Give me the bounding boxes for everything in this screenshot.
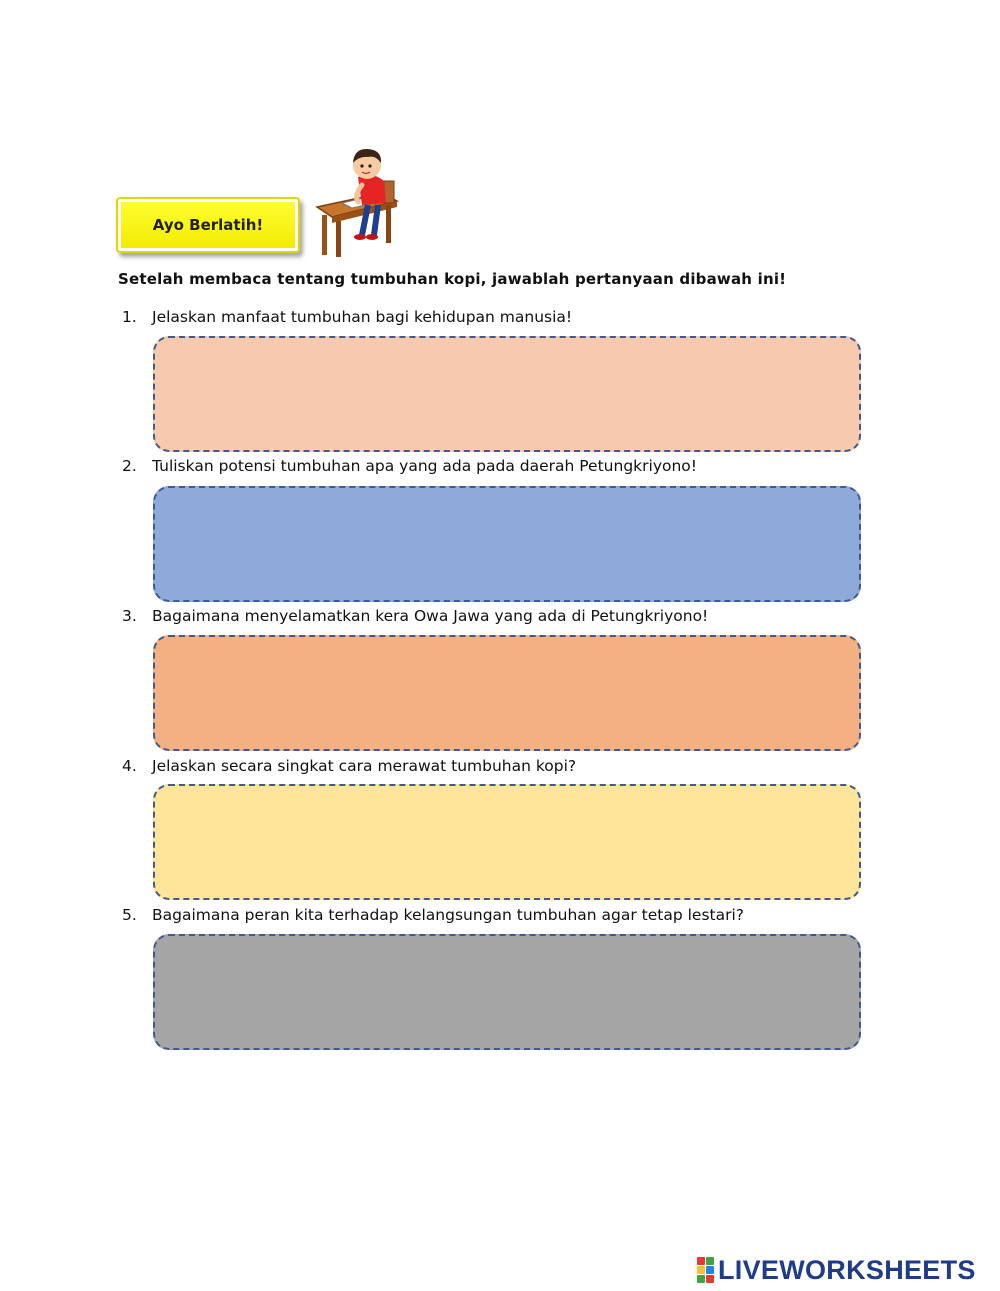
logo-blocks-icon — [697, 1257, 714, 1283]
question-5 — [122, 906, 744, 924]
question-4 — [122, 757, 576, 775]
answer-box-4[interactable] — [153, 784, 861, 900]
question-1 — [122, 308, 572, 326]
question-2 — [122, 457, 697, 475]
question-number: 4. — [122, 757, 137, 775]
question-text: Bagaimana menyelamatkan kera Owa Jawa yang ada di Petungkriyono! — [152, 607, 709, 625]
question-text: Tuliskan potensi tumbuhan apa yang ada pada daerah Petungkriyono! — [152, 457, 697, 475]
question-text: Jelaskan manfaat tumbuhan bagi kehidupan manusia! — [152, 308, 573, 326]
question-number: 1. — [122, 308, 137, 326]
badge-label: Ayo Berlatih! — [152, 216, 264, 234]
question-number: 3. — [122, 607, 137, 625]
answer-box-5[interactable] — [153, 934, 861, 1050]
answer-box-2[interactable] — [153, 486, 861, 602]
question-text: Bagaimana peran kita terhadap kelangsungan tumbuhan agar tetap lestari? — [152, 906, 745, 924]
question-number: 5. — [122, 906, 137, 924]
question-number: 2. — [122, 457, 137, 475]
ayo-berlatih-badge — [116, 197, 300, 253]
answer-box-3[interactable] — [153, 635, 861, 751]
liveworksheets-logo — [697, 1255, 976, 1285]
logo-text: LIVEWORKSHEETS — [718, 1254, 976, 1285]
question-text: Jelaskan secara singkat cara merawat tumbuhan kopi? — [152, 757, 577, 775]
student-at-desk-illustration — [312, 145, 402, 260]
question-3 — [122, 607, 708, 625]
instruction-text: Setelah membaca tentang tumbuhan kopi, jawablah pertanyaan dibawah ini! — [118, 270, 787, 288]
answer-box-1[interactable] — [153, 336, 861, 452]
